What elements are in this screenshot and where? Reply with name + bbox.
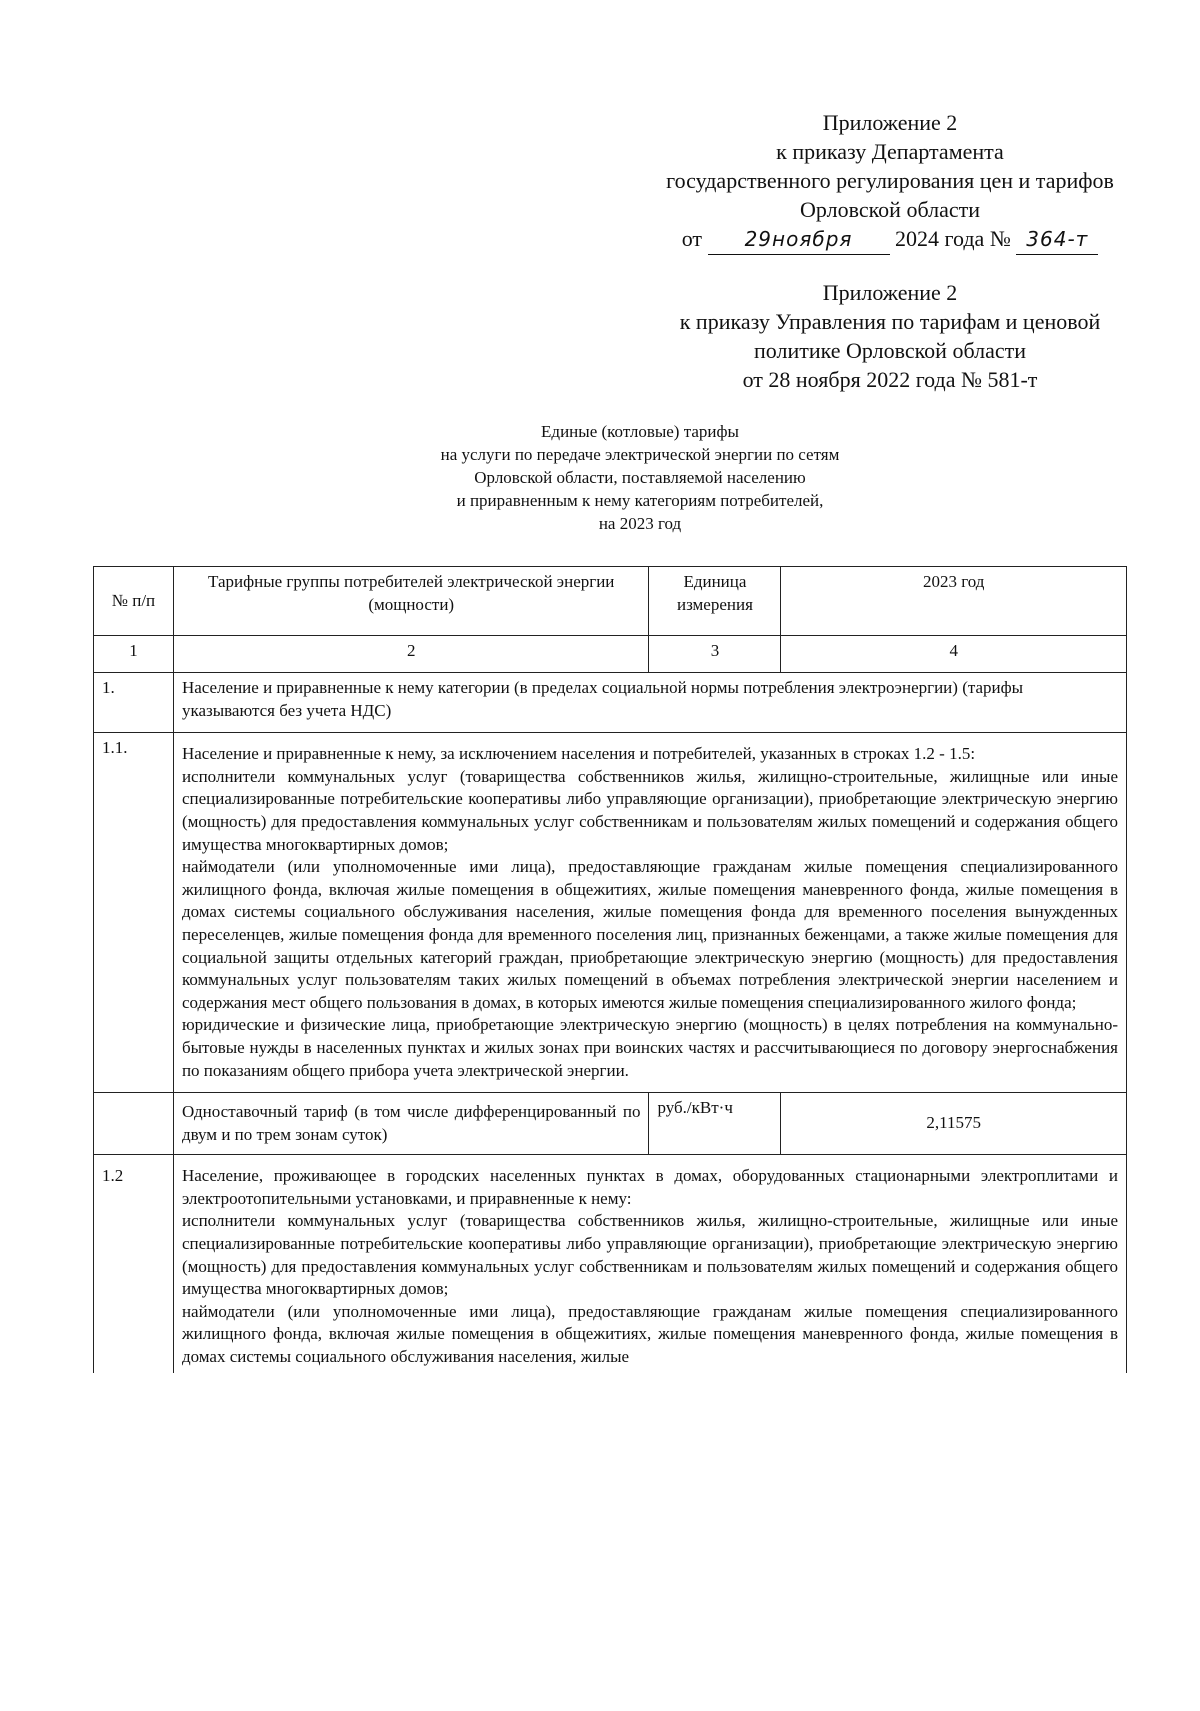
table-row xyxy=(94,1155,1127,1373)
index-4: 4 xyxy=(781,636,1127,673)
annex-old-line3: политике Орловской области xyxy=(753,338,1026,363)
table-row xyxy=(94,1093,1127,1155)
row1-text: Население и приравненные к нему категории (в пределах социальной нормы потребления электроэнергии) (тарифы указываются без учета НДС) xyxy=(173,673,1126,733)
title-line1: Единые (котловые) тарифы xyxy=(541,422,739,441)
title-line4: и приравненным к нему категориям потребителей, xyxy=(456,491,824,510)
header-year: 2023 год xyxy=(781,567,1127,636)
row12-p1: Население, проживающее в городских населенных пунктах в домах, оборудованных стационарными электроплитами и электроотопительными установками, и приравненные к нему: xyxy=(181,1166,1118,1208)
row11-num: 1.1. xyxy=(94,733,174,1093)
annex-old-line2: к приказу Управления по тарифам и ценовой xyxy=(679,309,1101,334)
tariff-table xyxy=(93,566,1127,1373)
annex-new-line2: к приказу Департамента xyxy=(776,139,1004,164)
tariff-label: Одноставочный тариф (в том числе дифференцированный по двум и по трем зонам суток) xyxy=(173,1093,649,1155)
handwritten-number: 364-т xyxy=(1016,225,1098,255)
index-1: 1 xyxy=(94,636,174,673)
title-line2: на услуги по передаче электрической энергии по сетям xyxy=(440,445,840,464)
annex-old-line1: Приложение 2 xyxy=(822,280,958,305)
index-2: 2 xyxy=(173,636,649,673)
annex-new-date-line xyxy=(610,224,1170,255)
row11-p4: юридические и физические лица, приобретающие электрическую энергию (мощность) в целях потребления на коммунально-бытовые нужды в населенных пунктах и жилых зонах при воинских частях и рассчитывающиеся по договору энергоснабжения по показаниям общего прибора учета электрической энергии. xyxy=(181,1015,1118,1080)
row11-p2: исполнители коммунальных услуг (товарищества собственников жилья, жилищно-строительные, жилищные или иные специализированные потребительские кооперативы либо управляющие организации), приобретающие электрическую энергию (мощность) для предоставления коммунальных услуг собственникам и пользователям жилых помещений и содержания общего имущества многоквартирных домов; xyxy=(181,766,1118,854)
row12-text xyxy=(173,1155,1126,1373)
row1-num: 1. xyxy=(94,673,174,733)
row11-text xyxy=(173,733,1126,1093)
annex-new-line1: Приложение 2 xyxy=(822,110,958,135)
title-line5: на 2023 год xyxy=(598,514,682,533)
row11-p3: наймодатели (или уполномоченные ими лица), предоставляющие гражданам жилые помещения специализированного жилищного фонда, включая жилые помещения в общежитиях, жилые помещения маневренного фонда, жилые помещения в домах системы социального обслуживания населения, жилые помещения фонда для временного поселения вынужденных переселенцев, жилые помещения фонда для временного поселения лиц, признанных беженцами, а также жилые помещения для социальной защиты отдельных категорий граждан, приобретающие электрическую энергию (мощность) для предоставления коммунальных услуг пользователям таких жилых помещений в объемах потребления электрической энергии населением и содержания мест общего пользования в домах, в которых имеются жилые помещения специализированного жилого фонда; xyxy=(181,857,1118,1012)
annex-new-line4: Орловской области xyxy=(800,197,980,222)
handwritten-date: 29ноября xyxy=(708,225,890,255)
header-group: Тарифные группы потребителей электрической энергии (мощности) xyxy=(173,567,649,636)
row12-p2: исполнители коммунальных услуг (товарищества собственников жилья, жилищно-строительные, жилищные или иные специализированные потребительские кооперативы либо управляющие организации), приобретающие электрическую энергию (мощность) для предоставления коммунальных услуг собственникам и пользователям жилых помещений и содержания общего имущества многоквартирных домов; xyxy=(181,1211,1118,1299)
table-index-row xyxy=(94,636,1127,673)
tariff-value: 2,11575 xyxy=(781,1093,1127,1155)
annex-old-line4: от 28 ноября 2022 года № 581-т xyxy=(742,367,1038,392)
tariff-row-num xyxy=(94,1093,174,1155)
table-row xyxy=(94,733,1127,1093)
annex-new-header xyxy=(610,108,1170,255)
annex-new-line3: государственного регулирования цен и тарифов xyxy=(666,168,1114,193)
header-num: № п/п xyxy=(94,567,174,636)
row12-num: 1.2 xyxy=(94,1155,174,1373)
date-prefix: от xyxy=(681,226,703,251)
document-title xyxy=(280,420,1000,535)
row12-p3: наймодатели (или уполномоченные ими лица), предоставляющие гражданам жилые помещения специализированного жилищного фонда, включая жилые помещения в общежитиях, жилые помещения маневренного фонда, жилые помещения в домах системы социального обслуживания населения, жилые xyxy=(181,1301,1118,1367)
index-3: 3 xyxy=(649,636,781,673)
header-unit: Единица измерения xyxy=(649,567,781,636)
table-header-row xyxy=(94,567,1127,636)
title-line3: Орловской области, поставляемой населению xyxy=(474,468,806,487)
date-year: 2024 года № xyxy=(895,226,1011,251)
row11-p1: Население и приравненные к нему, за исключением населения и потребителей, указанных в строках 1.2 - 1.5: xyxy=(181,744,976,764)
table-row xyxy=(94,673,1127,733)
tariff-unit: руб./кВт·ч xyxy=(649,1093,781,1155)
annex-old-header xyxy=(610,278,1170,394)
